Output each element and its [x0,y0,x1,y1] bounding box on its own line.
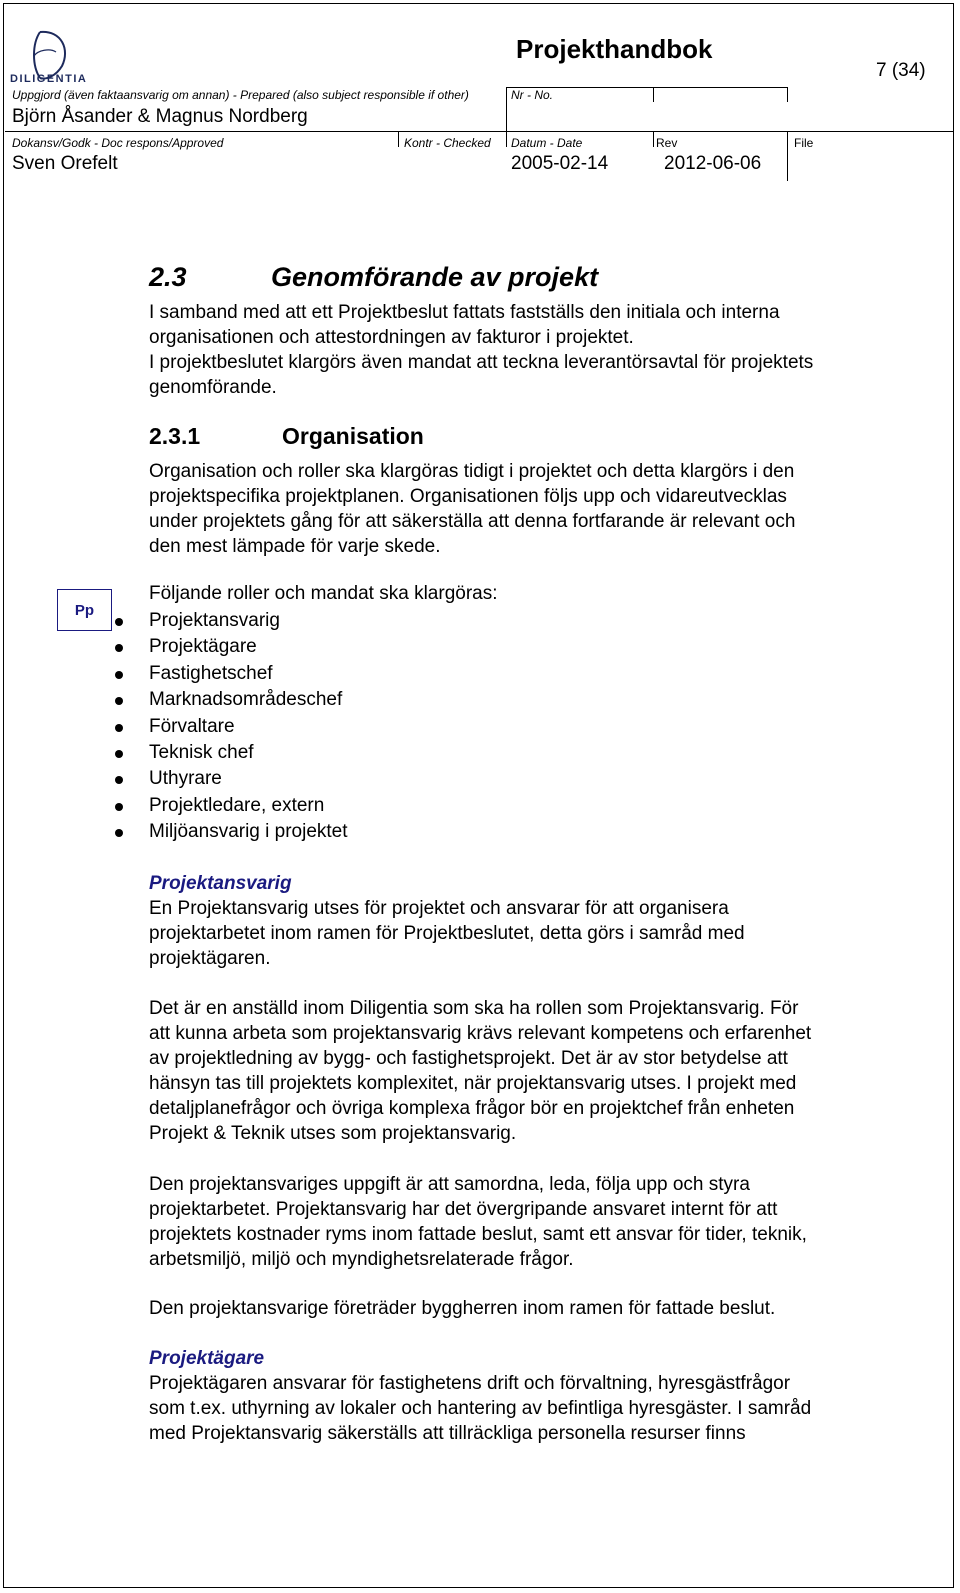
checked-label: Kontr - Checked [404,136,491,150]
projektansvarig-paragraph-2 [149,996,811,1146]
roles-list [79,608,498,846]
text-line: som t.ex. uthyrning av lokaler och hantering av befintliga hyresgäster. I samråd [149,1398,812,1419]
text-line: genomförande. [149,377,277,398]
text-line: hänsyn tas till projektets komplexitet, när projektansvarig utses. I projekt med [149,1073,797,1094]
document-title: Projekthandbok [516,34,713,64]
text-line: organisationen och attestordningen av fakturor i projektet. [149,327,634,348]
projektagare-section [149,1346,811,1446]
margin-tag-pp: Pp [57,589,112,631]
bullet-icon [115,750,123,758]
text-line: projektspecifika projektplanen. Organisationen följs upp och vidareutvecklas [149,486,787,507]
projektansvarig-paragraph-4 [149,1296,775,1321]
organisation-paragraph [149,459,795,559]
header-rule [506,87,787,88]
rev-label: Rev [656,136,678,150]
section-number: 2.3 [149,262,187,292]
list-item: Projektansvarig [79,608,498,634]
text-line: detaljplanefrågor och övriga komplexa frågor bör en projektchef från enheten [149,1098,795,1119]
bullet-icon [115,644,123,652]
file-label: File [794,136,814,150]
list-item: Projektledare, extern [79,793,498,819]
roles-intro: Följande roller och mandat ska klargöras: [149,583,498,604]
list-item: Teknisk chef [79,740,498,766]
bullet-icon [115,671,123,679]
text-line: Organisation och roller ska klargöras tidigt i projektet och detta klargörs i den [149,461,795,482]
text-line: Projektägaren ansvarar för fastighetens drift och förvaltning, hyresgästfrågor [149,1373,791,1394]
projektansvarig-paragraph-3 [149,1172,807,1272]
section-title: Genomförande av projekt [271,262,599,292]
projektansvarig-section [149,871,745,971]
date-label: Datum - Date [511,136,583,150]
nr-label: Nr - No. [511,88,553,102]
bullet-icon [115,697,123,705]
bullet-icon [115,776,123,784]
text-line: under projektets gång för att säkerställa att denna fortfarande är relevant och [149,511,796,532]
prepared-label: Uppgjord (även faktaansvarig om annan) - Prepared (also subject responsible if other) [12,88,469,102]
projektansvarig-heading: Projektansvarig [149,873,292,894]
text-line: projektets kostnader ryms inom fattade beslut, samt ett ansvar för tider, teknik, [149,1224,807,1245]
text-line: Projekt & Teknik utses som projektansvarig. [149,1123,517,1144]
roles-block [149,581,498,846]
text-line: den mest lämpade för varje skede. [149,536,441,557]
text-line: I projektbeslutet klargörs även mandat att teckna leverantörsavtal för projektets [149,352,814,373]
list-item: Marknadsområdeschef [79,687,498,713]
text-line: Den projektansvarige företräder byggherren inom ramen för fattade beslut. [149,1298,776,1319]
section-heading [149,262,598,293]
text-line: En Projektansvarig utses för projektet och ansvarar för att organisera [149,898,729,919]
page-number: 7 (34) [876,60,926,81]
rev-value: 2012-06-06 [664,153,762,174]
text-line: Det är en anställd inom Diligentia som ska ha rollen som Projektansvarig. För [149,998,799,1019]
projektagare-heading: Projektägare [149,1348,265,1369]
text-line: I samband med att ett Projektbeslut fattats fastställs den initiala och interna [149,302,780,323]
subsection-heading [149,423,424,450]
list-item: Miljöansvarig i projektet [79,819,498,845]
text-line: av projektledning av bygg- och fastighetsprojekt. Det är av stor betydelse att [149,1048,788,1069]
bullet-icon [115,618,123,626]
text-line: med Projektansvarig säkerställs att tillräckliga personella resurser finns [149,1423,746,1444]
header-divider [5,131,954,132]
text-line: projektarbetet. Projektansvarig har det övergripande ansvaret internt för att [149,1199,778,1220]
bullet-icon [115,803,123,811]
section-intro [149,300,813,400]
subsection-title: Organisation [282,423,424,449]
bullet-icon [115,724,123,732]
text-line: projektarbetet inom ramen för Projektbeslutet, detta görs i samråd med [149,923,745,944]
approved-label: Dokansv/Godk - Doc respons/Approved [12,136,224,150]
list-item: Projektägare [79,634,498,660]
text-line: arbetsmiljö, miljö och myndighetsrelaterade frågor. [149,1249,574,1270]
prepared-by: Björn Åsander & Magnus Nordberg [12,106,308,127]
list-item: Förvaltare [79,714,498,740]
list-item: Uthyrare [79,766,498,792]
text-line: projektägaren. [149,948,271,969]
list-item: Fastighetschef [79,661,498,687]
logo-text: DILIGENTIA [10,73,88,85]
text-line: att kunna arbeta som projektansvarig krävs relevant kompetens och erfarenhet [149,1023,812,1044]
subsection-number: 2.3.1 [149,423,201,449]
text-line: Den projektansvariges uppgift är att samordna, leda, följa upp och styra [149,1174,750,1195]
approved-by: Sven Orefelt [12,153,118,174]
bullet-icon [115,829,123,837]
date-value: 2005-02-14 [511,153,609,174]
